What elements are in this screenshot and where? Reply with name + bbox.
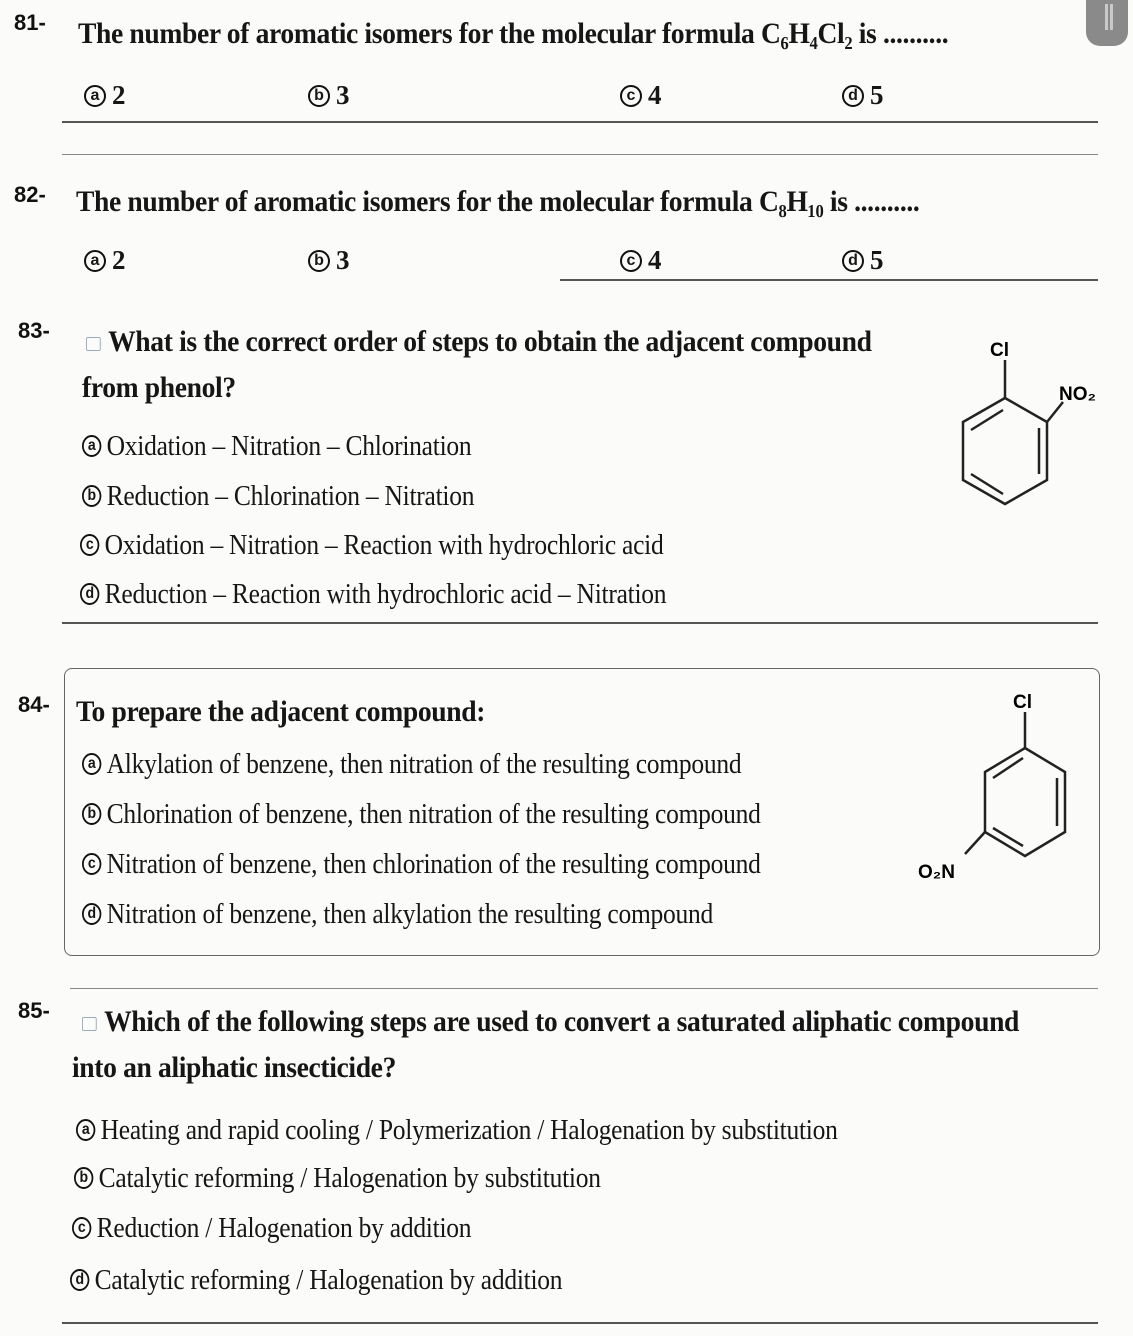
option-c[interactable] <box>82 844 761 884</box>
option-a-marker: a <box>84 85 106 107</box>
option-a-marker: a <box>82 753 101 775</box>
question-stem-line-2: from phenol? <box>82 371 236 404</box>
option-d-marker: d <box>82 903 101 925</box>
option-a-marker: a <box>84 250 106 272</box>
question-number: 85- <box>18 998 50 1023</box>
question-stem: The number of aromatic isomers for the molecular formula C₈H₁₀ is .......... <box>76 185 920 218</box>
divider <box>560 279 1098 281</box>
option-c[interactable] <box>620 245 662 276</box>
question-stem-line-1 <box>82 1000 1019 1044</box>
option-c-text: Nitration of benzene, then chlorination of the resulting compound <box>106 848 761 880</box>
option-d[interactable] <box>842 80 884 111</box>
option-a[interactable] <box>82 426 471 466</box>
question-83 <box>0 300 1133 630</box>
option-d-marker: d <box>70 1269 89 1291</box>
double-bond <box>993 758 1023 778</box>
divider <box>62 1322 1098 1324</box>
question-85 <box>0 990 1133 1330</box>
benzene-ring <box>985 748 1065 856</box>
option-b-marker: b <box>82 803 101 825</box>
question-number: 81- <box>14 10 46 35</box>
attachment-icon <box>86 337 101 351</box>
divider <box>62 154 1098 155</box>
option-a-text: Oxidation – Nitration – Chlorination <box>106 430 472 462</box>
option-c-text: Oxidation – Nitration – Reaction with hydrochloric acid <box>104 529 664 561</box>
option-b-marker: b <box>82 485 101 507</box>
option-b-marker: b <box>74 1167 93 1189</box>
option-a[interactable] <box>84 80 126 111</box>
option-a[interactable] <box>76 1110 838 1150</box>
option-b[interactable] <box>308 245 350 276</box>
stem-text: What is the correct order of steps to obtain the adjacent compound <box>108 325 872 358</box>
question-number: 82- <box>14 182 46 207</box>
option-c[interactable] <box>72 1208 471 1248</box>
option-a[interactable] <box>82 744 741 784</box>
stem-text: Which of the following steps are used to convert a saturated aliphatic compound <box>104 1005 1020 1038</box>
option-b-text: 3 <box>336 245 350 275</box>
option-d[interactable] <box>82 894 713 934</box>
option-b-text: 3 <box>336 80 350 110</box>
option-b-text: Catalytic reforming / Halogenation by substitution <box>98 1162 601 1194</box>
divider <box>62 622 1098 624</box>
option-c-marker: c <box>80 534 99 556</box>
option-d-text: Catalytic reforming / Halogenation by addition <box>94 1264 563 1296</box>
question-stem-line-2: into an aliphatic insecticide? <box>72 1051 397 1084</box>
structure-diagram <box>935 330 1105 540</box>
option-b-marker: b <box>308 85 330 107</box>
option-b-marker: b <box>308 250 330 272</box>
option-d-text: 5 <box>870 245 884 275</box>
bond-no2 <box>1047 402 1063 422</box>
option-c-marker: c <box>82 853 101 875</box>
option-b[interactable] <box>308 80 350 111</box>
double-bond <box>971 410 1003 430</box>
option-c-text: Reduction / Halogenation by addition <box>96 1212 472 1244</box>
o2n-label: O₂N <box>918 862 955 883</box>
question-stem: The number of aromatic isomers for the molecular formula C₆H₄Cl₂ is .......... <box>78 17 949 50</box>
option-c-marker: c <box>72 1217 91 1239</box>
cl-label: Cl <box>1013 692 1032 713</box>
option-d-text: 5 <box>870 80 884 110</box>
bond-o2n <box>965 832 985 854</box>
question-number: 84- <box>18 692 50 717</box>
question-81 <box>0 0 1133 130</box>
option-a-marker: a <box>82 435 101 457</box>
option-d-marker: d <box>842 85 864 107</box>
question-number: 83- <box>18 318 50 343</box>
attachment-icon <box>82 1017 97 1031</box>
option-a-marker: a <box>76 1119 95 1141</box>
option-d[interactable] <box>842 245 884 276</box>
option-d[interactable] <box>80 574 666 614</box>
divider <box>70 988 1098 989</box>
question-82 <box>0 170 1133 290</box>
option-c[interactable] <box>620 80 662 111</box>
option-d-text: Reduction – Reaction with hydrochloric acid – Nitration <box>104 578 667 610</box>
option-c[interactable] <box>80 525 663 565</box>
option-d-marker: d <box>842 250 864 272</box>
option-d[interactable] <box>70 1260 562 1300</box>
option-a-text: 2 <box>112 245 126 275</box>
option-b-text: Chlorination of benzene, then nitration of the resulting compound <box>106 798 761 830</box>
option-b[interactable] <box>82 794 761 834</box>
double-bond <box>971 474 1003 494</box>
question-84 <box>0 680 1133 960</box>
option-c-marker: c <box>620 85 642 107</box>
option-b[interactable] <box>82 476 474 516</box>
double-bond <box>993 828 1023 846</box>
option-b[interactable] <box>74 1158 601 1198</box>
option-c-text: 4 <box>648 245 662 275</box>
option-d-text: Nitration of benzene, then alkylation the resulting compound <box>106 898 714 930</box>
option-c-marker: c <box>620 250 642 272</box>
structure-diagram <box>910 686 1100 896</box>
no2-label: NO₂ <box>1059 384 1096 405</box>
option-a[interactable] <box>84 245 126 276</box>
option-d-marker: d <box>80 583 99 605</box>
option-a-text: Alkylation of benzene, then nitration of the resulting compound <box>106 748 742 780</box>
option-a-text: 2 <box>112 80 126 110</box>
cl-label: Cl <box>990 340 1009 361</box>
divider <box>62 121 1098 123</box>
option-c-text: 4 <box>648 80 662 110</box>
benzene-ring <box>963 398 1047 504</box>
question-stem: To prepare the adjacent compound: <box>76 695 486 728</box>
option-a-text: Heating and rapid cooling / Polymerization / Halogenation by substitution <box>100 1114 838 1146</box>
option-b-text: Reduction – Chlorination – Nitration <box>106 480 475 512</box>
question-stem-line-1 <box>86 320 872 364</box>
